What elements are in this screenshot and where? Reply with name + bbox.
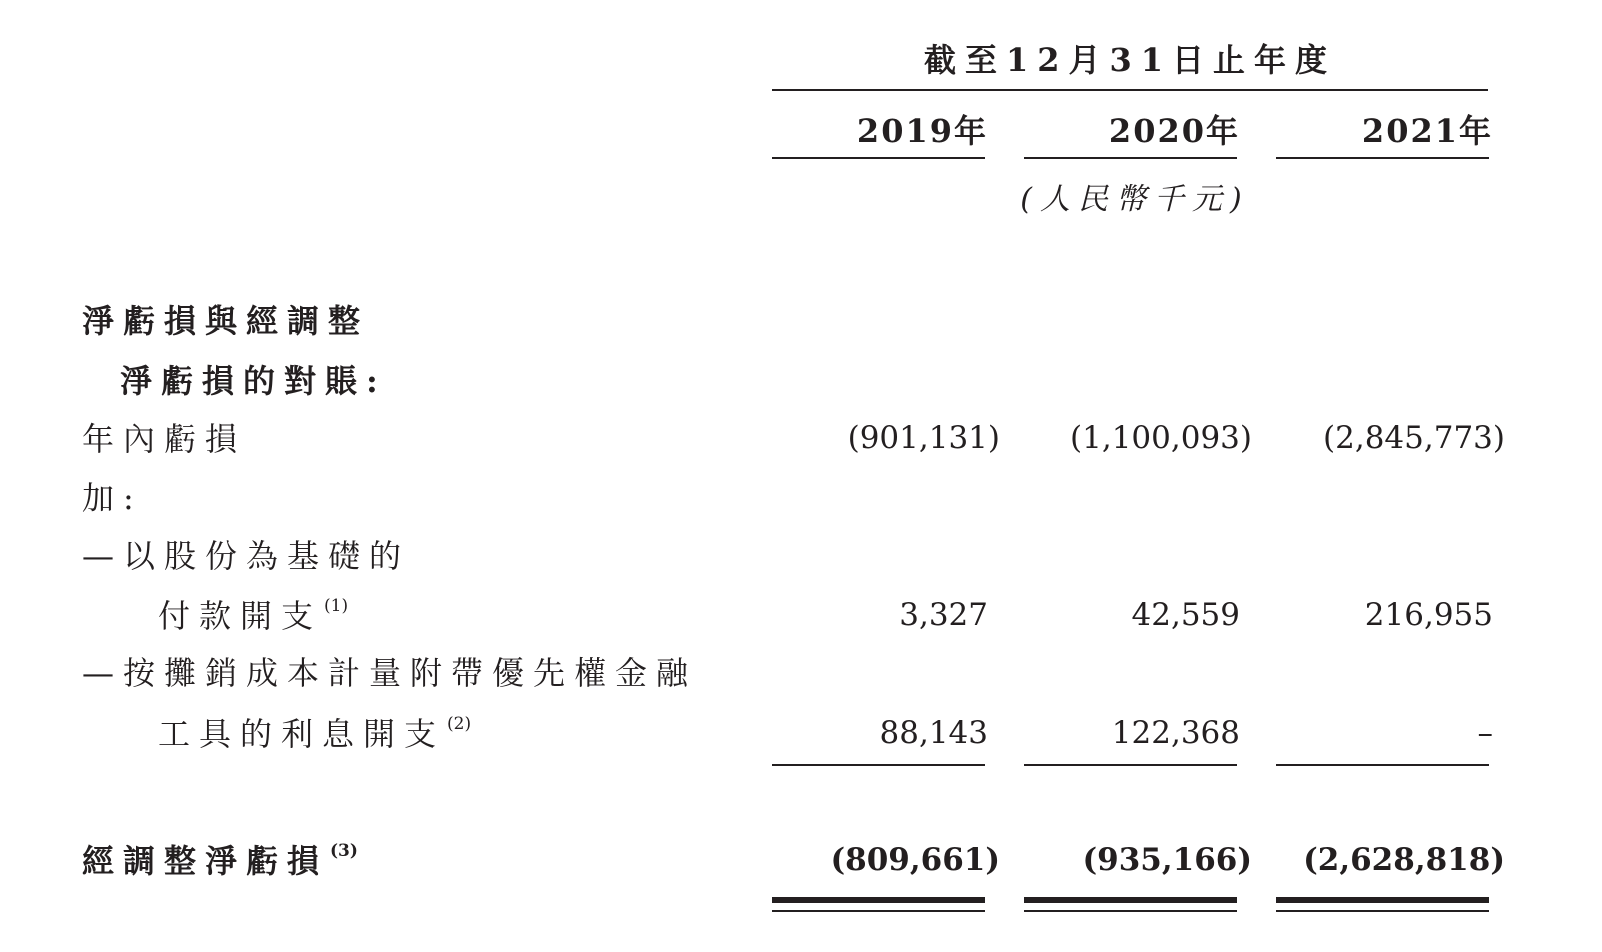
year-2021-header: 2021年 [1361,112,1493,150]
footnote-3: (3) [330,841,358,861]
adjusted-net-loss-2021: (2,628,818) [1303,842,1505,878]
footnote-1: (1) [324,596,349,616]
share-payment-label-text: 付款開支 [158,597,323,635]
loss-for-year-label: 年內虧損 [82,420,247,458]
loss-for-year-2020: (1,100,093) [1070,420,1252,456]
year-2019-rule [772,157,985,159]
adjusted-net-loss-text: 經調整淨虧損 [82,842,329,880]
share-payment-label-line1: —以股份為基礎的 [82,537,411,575]
subtotal-rule-2021 [1276,764,1489,766]
interest-label-line2 [158,714,472,753]
adjusted-net-loss-label [82,841,358,880]
year-2020-rule [1024,157,1237,159]
section-title-line1: 淨虧損與經調整 [82,302,370,340]
year-2021-rule [1276,157,1489,159]
interest-label-line1: —按攤銷成本計量附帶優先權金融 [82,654,698,692]
interest-2019: 88,143 [879,715,988,751]
share-payment-2019: 3,327 [899,597,988,633]
total-rule-thin-2019 [772,910,985,912]
add-label: 加: [82,479,143,517]
section-title-line2: 淨虧損的對賬: [120,362,387,400]
loss-for-year-2021: (2,845,773) [1323,420,1505,456]
period-title-rule [772,89,1488,91]
subtotal-rule-2020 [1024,764,1237,766]
interest-2021: – [1477,715,1493,751]
interest-label-text: 工具的利息開支 [158,715,446,753]
unit-label: (人民幣千元) [1020,182,1250,217]
share-payment-2020: 42,559 [1131,597,1240,633]
year-2020-header: 2020年 [1108,112,1240,150]
interest-2020: 122,368 [1111,715,1240,751]
adjusted-net-loss-2019: (809,661) [830,842,1000,878]
period-title: 截至12月31日止年度 [923,41,1337,79]
year-2019-header: 2019年 [856,112,988,150]
subtotal-rule-2019 [772,764,985,766]
total-rule-thick-2020 [1024,897,1237,909]
loss-for-year-2019: (901,131) [847,420,1000,456]
share-payment-2021: 216,955 [1364,597,1493,633]
adjusted-net-loss-2020: (935,166) [1082,842,1252,878]
total-rule-thin-2020 [1024,910,1237,912]
total-rule-thick-2019 [772,897,985,909]
share-payment-label-line2 [158,596,349,635]
total-rule-thick-2021 [1276,897,1489,909]
footnote-2: (2) [447,714,472,734]
total-rule-thin-2021 [1276,910,1489,912]
